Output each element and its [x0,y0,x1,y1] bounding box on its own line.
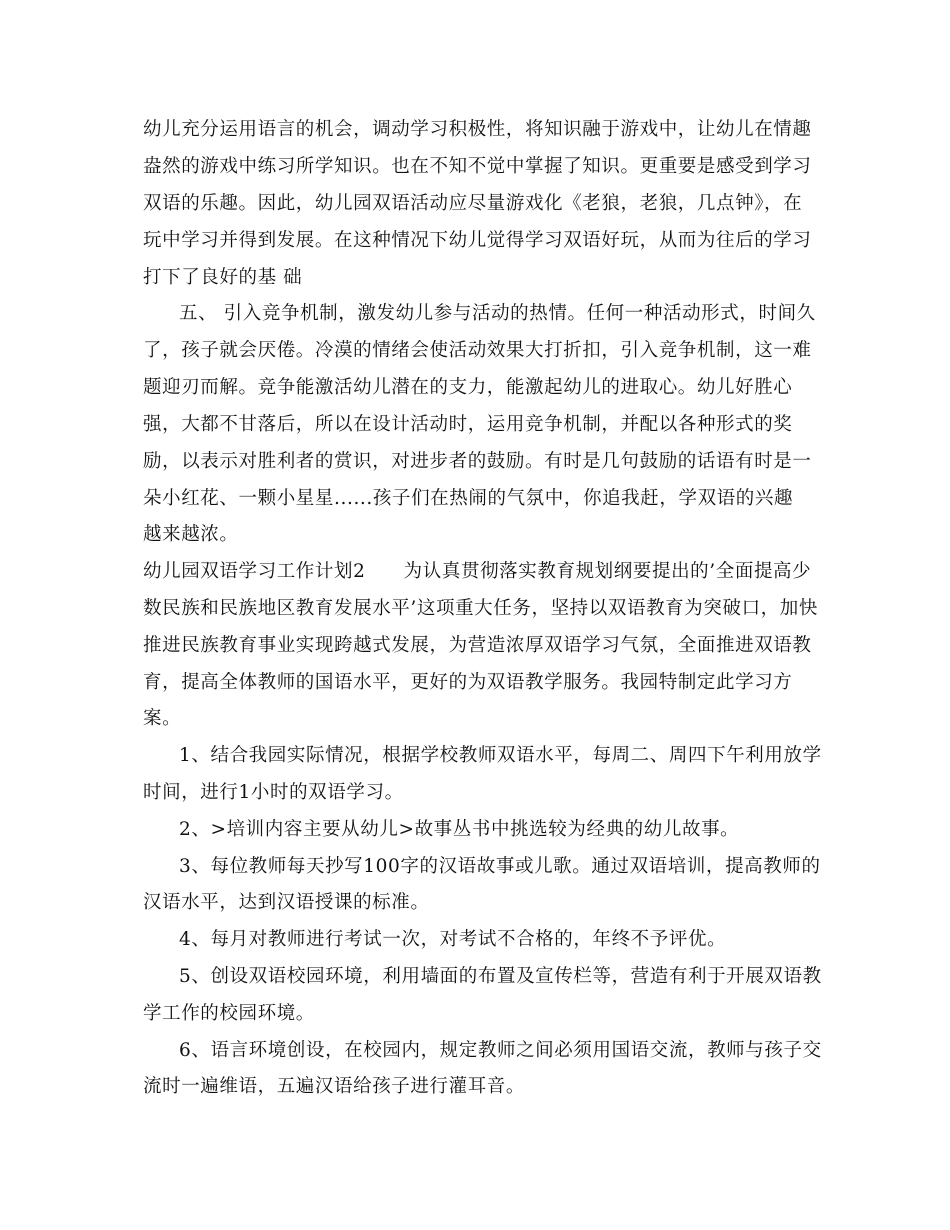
list-item-line: 5、创设双语校园环境，利用墙面的布置及宣传栏等，营造有利于开展双语教 [179,966,822,987]
text-line: 育，提高全体教师的国语水平，更好的为双语教学服务。我园特制定此学习方 [143,672,793,693]
list-item-line: 1、结合我园实际情况，根据学校教师双语水平，每周二、周四下午利用放学 [179,745,822,766]
list-item-line: 3、每位教师每天抄写100字的汉语故事或儿歌。通过双语培训，提高教师的 [179,856,821,877]
text-line: 案。 [143,708,182,729]
text-line: 学工作的校园环境。 [143,1003,315,1024]
text-line: 双语的乐趣。因此，幼儿园双语活动应尽量游戏化《老狼，老狼，几点钟》，在 [143,193,803,214]
list-item-line: 4、每月对教师进行考试一次，对考试不合格的，年终不予评优。 [179,929,727,950]
text-line: 强，大都不甘落后，所以在设计活动时，运用竞争机制，并配以各种形式的奖 [143,414,793,435]
text-line: 数民族和民族地区教育发展水平’这项重大任务，坚持以双语教育为突破口，加快 [143,598,818,619]
list-item-line: 2、>培训内容主要从幼儿>故事丛书中挑选较为经典的幼儿故事。 [179,819,740,840]
text-line: 盎然的游戏中练习所学知识。也在不知不觉中掌握了知识。更重要是感受到学习 [143,156,812,177]
text-line: 题迎刃而解。竞争能激活幼儿潜在的支力，能激起幼儿的进取心。幼儿好胜心 [143,377,793,398]
text-line: 流时一遍维语，五遍汉语给孩子进行灌耳音。 [143,1076,526,1097]
text-line: 励，以表示对胜利者的赏识，对进步者的鼓励。有时是几句鼓励的话语有时是一 [143,451,812,472]
text-line: 打下了良好的基 础 [143,267,303,288]
text-line: 了，孩子就会厌倦。冷漠的情绪会使活动效果大打折扣，引入竞争机制，这一难 [143,340,812,361]
text-line: 时间，进行1小时的双语学习。 [143,782,404,803]
text-line: 越来越浓。 [143,524,239,545]
text-line: 幼儿充分运用语言的机会，调动学习积极性，将知识融于游戏中，让幼儿在情趣 [143,119,812,140]
text-line: 汉语水平，达到汉语授课的标准。 [143,892,430,913]
document-title-line: 幼儿园双语学习工作计划2 为认真贯彻落实教育规划纲要提出的’全面提高少 [143,561,812,582]
section-heading-line: 五、 引入竞争机制，激发幼儿参与活动的热情。任何一种活动形式，时间久 [179,303,816,324]
list-item-line: 6、语言环境创设，在校园内，规定教师之间必须用国语交流，教师与孩子交 [179,1040,822,1061]
text-line: 朵小红花、一颗小星星......孩子们在热闹的气氛中，你追我赶，学双语的兴趣 [143,488,794,509]
text-line: 玩中学习并得到发展。在这种情况下幼儿觉得学习双语好玩，从而为往后的学习 [143,230,812,251]
text-line: 推进民族教育事业实现跨越式发展，为营造浓厚双语学习气氛，全面推进双语教 [143,635,812,656]
